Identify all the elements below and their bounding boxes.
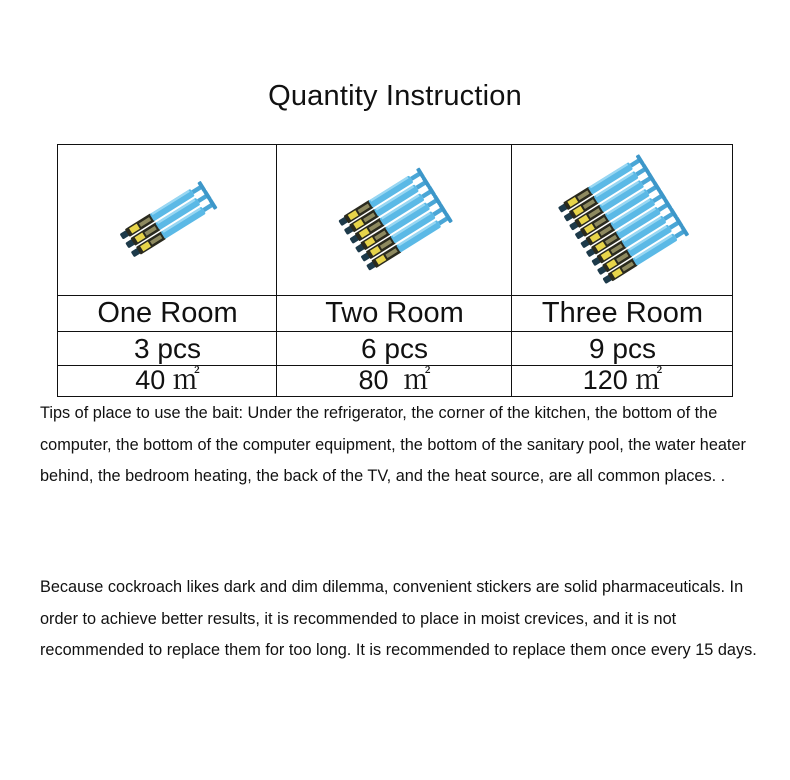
quantity-value: 3 pcs [134, 333, 201, 364]
usage-tips-paragraph: Tips of place to use the bait: Under the refrigerator, the corner of the kitchen, the bottom of the computer, the bottom of the computer equipment, the bottom of the sanitary pool, the water heater behind, the bedroom heating, the back of the TV, and the heat source, are all common places. . [40, 404, 746, 485]
area-value: 40 ㎡ [135, 365, 200, 395]
syringe-image-three-room [512, 145, 733, 295]
area-value: 80 ㎡ [358, 365, 431, 395]
replacement-note-paragraph: Because cockroach likes dark and dim dilemma, convenient stickers are solid pharmaceuticals. In order to achieve better results, it is recommended to place in moist crevices, and it is not recommended to replace them for too long. It is recommended to replace them once every 15 days. [40, 578, 757, 659]
quantity-table [57, 144, 733, 397]
syringe-bundle-icon [68, 150, 268, 290]
room-label: Two Room [325, 297, 464, 329]
syringe-image-two-room [277, 145, 512, 295]
syringe-bundle-icon [518, 146, 728, 294]
syringe-bundle-icon [285, 150, 505, 290]
room-label: Three Room [541, 297, 704, 329]
area-value: 120 ㎡ [582, 365, 663, 395]
page-title: Quantity Instruction [268, 80, 522, 112]
syringe-icon [123, 190, 211, 251]
room-label: One Room [97, 297, 238, 329]
syringe-image-one-room [58, 145, 277, 295]
quantity-value: 9 pcs [589, 333, 656, 364]
quantity-value: 6 pcs [361, 333, 428, 364]
